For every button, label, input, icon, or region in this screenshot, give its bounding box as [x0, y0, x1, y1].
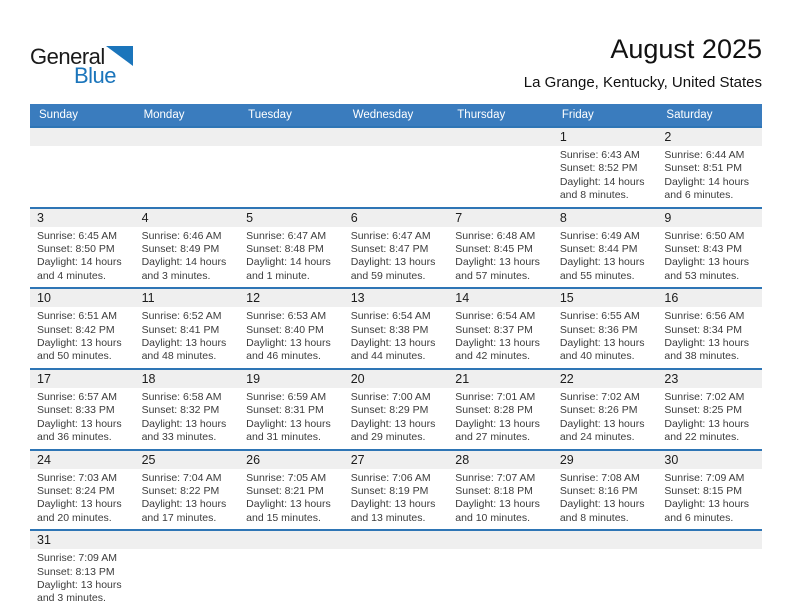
day-detail-line: Daylight: 13 hours — [246, 337, 331, 350]
day-detail-line: Sunrise: 7:05 AM — [246, 471, 327, 484]
day-detail-line: Daylight: 13 hours — [559, 417, 645, 430]
day-number — [239, 128, 344, 146]
day-detail-line: Sunrise: 6:46 AM — [141, 229, 222, 242]
day-detail-line: Daylight: 14 hours — [664, 175, 750, 188]
day-detail-line: Sunrise: 6:52 AM — [141, 310, 222, 323]
calendar-day-cell — [344, 370, 449, 449]
day-detail-line: Sunset: 8:42 PM — [37, 323, 115, 336]
day-details — [344, 146, 449, 153]
day-detail-line: Sunset: 8:43 PM — [664, 243, 743, 256]
day-number: 31 — [30, 531, 135, 549]
day-detail-line: Sunrise: 6:47 AM — [350, 229, 431, 242]
week-row — [30, 449, 762, 530]
day-number — [135, 531, 240, 549]
day-detail-line: and 1 minute. — [246, 269, 310, 282]
day-detail-line: Sunrise: 7:07 AM — [455, 471, 536, 484]
day-detail-line: and 59 minutes. — [350, 269, 426, 282]
calendar-empty-cell — [553, 531, 658, 612]
calendar-day-cell — [239, 451, 344, 530]
day-detail-line: Daylight: 13 hours — [664, 498, 750, 511]
calendar-day-cell — [657, 451, 762, 530]
weekday-sunday: Sunday — [39, 109, 79, 121]
title-block — [524, 34, 762, 91]
day-detail-line: Sunrise: 7:02 AM — [559, 390, 640, 403]
day-number: 25 — [135, 451, 240, 469]
day-detail-line: and 13 minutes. — [350, 511, 426, 524]
day-detail-line: and 40 minutes. — [559, 350, 635, 363]
day-number: 4 — [135, 209, 240, 227]
day-detail-line: Sunrise: 6:54 AM — [455, 310, 536, 323]
day-detail-line: Sunset: 8:25 PM — [664, 404, 743, 417]
day-detail-line: and 42 minutes. — [455, 350, 530, 363]
day-detail-line: Sunrise: 6:53 AM — [246, 310, 327, 323]
day-details — [135, 388, 240, 449]
day-details — [344, 227, 449, 288]
weekday-tuesday: Tuesday — [248, 109, 292, 121]
day-detail-line: Daylight: 13 hours — [37, 578, 122, 591]
logo-text-blue: Blue — [74, 63, 117, 88]
day-detail-line: Sunset: 8:45 PM — [455, 243, 533, 256]
calendar-day-cell — [448, 370, 553, 449]
day-details — [448, 146, 553, 153]
day-detail-line: Daylight: 13 hours — [246, 417, 331, 430]
logo-text-general: General — [30, 44, 105, 69]
calendar-empty-cell — [448, 531, 553, 612]
day-detail-line: Sunrise: 7:04 AM — [141, 471, 222, 484]
day-details — [239, 549, 344, 556]
day-details — [239, 227, 344, 288]
day-detail-line: Daylight: 14 hours — [37, 256, 122, 269]
day-details — [344, 549, 449, 556]
day-detail-line: and 17 minutes. — [141, 511, 217, 524]
calendar-day-cell — [553, 128, 658, 207]
day-number: 12 — [239, 289, 344, 307]
calendar-day-cell — [30, 209, 135, 288]
day-number: 2 — [657, 128, 762, 146]
calendar-day-cell — [448, 289, 553, 368]
day-detail-line: Daylight: 14 hours — [141, 256, 227, 269]
day-details — [239, 307, 344, 368]
day-details — [30, 388, 135, 449]
day-detail-line: Sunset: 8:47 PM — [350, 243, 429, 256]
day-details — [448, 469, 553, 530]
day-number: 3 — [30, 209, 135, 227]
day-detail-line: and 55 minutes. — [559, 269, 635, 282]
day-details — [448, 549, 553, 556]
weekday-friday: Friday — [561, 109, 594, 121]
day-details — [30, 549, 135, 610]
day-detail-line: and 8 minutes. — [559, 189, 629, 202]
day-detail-line: Sunset: 8:36 PM — [559, 323, 638, 336]
day-detail-line: Sunrise: 7:08 AM — [559, 471, 640, 484]
day-detail-line: Daylight: 13 hours — [350, 256, 436, 269]
day-details — [657, 469, 762, 530]
day-detail-line: and 3 minutes. — [37, 592, 106, 605]
day-number: 17 — [30, 370, 135, 388]
day-number: 18 — [135, 370, 240, 388]
calendar-day-cell — [135, 370, 240, 449]
day-detail-line: and 10 minutes. — [455, 511, 530, 524]
day-number — [239, 531, 344, 549]
day-detail-line: Daylight: 13 hours — [350, 417, 436, 430]
day-detail-line: Sunrise: 6:43 AM — [559, 149, 640, 161]
day-detail-line: Daylight: 13 hours — [455, 337, 540, 350]
weekday-monday: Monday — [143, 109, 185, 121]
day-detail-line: Sunset: 8:28 PM — [455, 404, 533, 417]
day-detail-line: Daylight: 13 hours — [246, 498, 331, 511]
day-detail-line: Sunset: 8:31 PM — [246, 404, 324, 417]
week-row — [30, 529, 762, 612]
day-detail-line: Sunset: 8:48 PM — [246, 243, 324, 256]
day-number — [448, 531, 553, 549]
day-detail-line: and 3 minutes. — [141, 269, 211, 282]
day-detail-line: Daylight: 13 hours — [37, 417, 122, 430]
day-details — [135, 146, 240, 153]
logo-flag-icon — [106, 46, 133, 66]
calendar-day-cell — [135, 289, 240, 368]
day-number: 20 — [344, 370, 449, 388]
day-detail-line: Sunset: 8:24 PM — [37, 484, 115, 497]
day-number — [448, 128, 553, 146]
calendar-day-cell — [239, 370, 344, 449]
weekday-saturday: Saturday — [666, 109, 713, 121]
day-detail-line: Sunset: 8:41 PM — [141, 323, 220, 336]
calendar-day-cell — [657, 209, 762, 288]
day-details — [344, 469, 449, 530]
calendar-day-cell — [239, 289, 344, 368]
day-detail-line: Sunset: 8:52 PM — [559, 162, 638, 175]
day-details — [553, 227, 658, 288]
day-number: 29 — [553, 451, 658, 469]
day-detail-line: Daylight: 13 hours — [350, 498, 436, 511]
calendar-day-cell — [239, 209, 344, 288]
calendar-day-cell — [657, 289, 762, 368]
calendar-empty-cell — [239, 128, 344, 207]
day-detail-line: Sunrise: 6:51 AM — [37, 310, 117, 323]
day-detail-line: Sunset: 8:34 PM — [664, 323, 743, 336]
day-detail-line: Sunrise: 6:48 AM — [455, 229, 536, 242]
day-detail-line: and 48 minutes. — [141, 350, 217, 363]
day-number — [553, 531, 658, 549]
day-number: 9 — [657, 209, 762, 227]
day-number: 13 — [344, 289, 449, 307]
day-number: 14 — [448, 289, 553, 307]
day-detail-line: Sunset: 8:16 PM — [559, 484, 638, 497]
day-details — [448, 307, 553, 368]
day-detail-line: and 46 minutes. — [246, 350, 321, 363]
day-number: 8 — [553, 209, 658, 227]
day-number: 5 — [239, 209, 344, 227]
day-number: 26 — [239, 451, 344, 469]
calendar-empty-cell — [344, 128, 449, 207]
day-detail-line: and 22 minutes. — [664, 431, 740, 444]
day-detail-line: and 31 minutes. — [246, 431, 321, 444]
day-detail-line: Sunset: 8:22 PM — [141, 484, 220, 497]
day-number: 22 — [553, 370, 658, 388]
day-detail-line: Sunset: 8:51 PM — [664, 162, 743, 175]
day-number: 21 — [448, 370, 553, 388]
day-detail-line: Sunrise: 6:45 AM — [37, 229, 117, 242]
day-number: 19 — [239, 370, 344, 388]
day-detail-line: Daylight: 13 hours — [37, 337, 122, 350]
day-detail-line: and 57 minutes. — [455, 269, 530, 282]
day-details — [239, 469, 344, 530]
day-details — [657, 388, 762, 449]
day-detail-line: and 29 minutes. — [350, 431, 426, 444]
day-detail-line: and 44 minutes. — [350, 350, 426, 363]
calendar-day-cell — [553, 209, 658, 288]
calendar-empty-cell — [448, 128, 553, 207]
day-details — [657, 307, 762, 368]
day-detail-line: Daylight: 13 hours — [664, 417, 750, 430]
day-details — [239, 146, 344, 153]
calendar — [30, 104, 762, 612]
day-details — [30, 469, 135, 530]
calendar-empty-cell — [30, 128, 135, 207]
week-row — [30, 287, 762, 368]
day-number: 7 — [448, 209, 553, 227]
day-detail-line: Sunrise: 7:01 AM — [455, 390, 536, 403]
calendar-day-cell — [135, 209, 240, 288]
day-detail-line: Daylight: 13 hours — [455, 498, 540, 511]
day-details — [30, 146, 135, 153]
day-detail-line: Sunset: 8:49 PM — [141, 243, 220, 256]
day-detail-line: and 38 minutes. — [664, 350, 740, 363]
day-detail-line: and 36 minutes. — [37, 431, 112, 444]
day-number: 1 — [553, 128, 658, 146]
day-detail-line: Daylight: 13 hours — [664, 337, 750, 350]
day-number — [135, 128, 240, 146]
day-detail-line: Daylight: 13 hours — [664, 256, 750, 269]
day-details — [553, 469, 658, 530]
day-number: 16 — [657, 289, 762, 307]
day-detail-line: Sunset: 8:38 PM — [350, 323, 429, 336]
logo-word-general — [30, 44, 105, 70]
day-number: 6 — [344, 209, 449, 227]
day-number — [344, 531, 449, 549]
day-number: 30 — [657, 451, 762, 469]
calendar-empty-cell — [135, 531, 240, 612]
day-detail-line: Daylight: 13 hours — [141, 337, 227, 350]
day-details — [553, 549, 658, 556]
day-details — [448, 227, 553, 288]
calendar-empty-cell — [657, 531, 762, 612]
day-detail-line: Daylight: 14 hours — [559, 175, 645, 188]
day-detail-line: and 24 minutes. — [559, 431, 635, 444]
day-details — [657, 146, 762, 207]
day-detail-line: and 8 minutes. — [559, 511, 629, 524]
calendar-day-cell — [553, 289, 658, 368]
day-detail-line: Daylight: 13 hours — [37, 498, 122, 511]
day-number: 28 — [448, 451, 553, 469]
calendar-empty-cell — [135, 128, 240, 207]
day-detail-line: and 15 minutes. — [246, 511, 321, 524]
day-details — [344, 388, 449, 449]
day-detail-line: Sunrise: 7:09 AM — [664, 471, 745, 484]
day-details — [553, 307, 658, 368]
day-details — [135, 227, 240, 288]
day-detail-line: and 20 minutes. — [37, 511, 112, 524]
day-number: 23 — [657, 370, 762, 388]
day-number: 24 — [30, 451, 135, 469]
calendar-day-cell — [30, 289, 135, 368]
day-detail-line: Sunset: 8:26 PM — [559, 404, 638, 417]
day-detail-line: and 53 minutes. — [664, 269, 740, 282]
day-details — [657, 549, 762, 556]
day-detail-line: Daylight: 13 hours — [350, 337, 436, 350]
calendar-empty-cell — [239, 531, 344, 612]
week-row — [30, 368, 762, 449]
day-detail-line: Sunset: 8:21 PM — [246, 484, 324, 497]
day-details — [239, 388, 344, 449]
day-detail-line: Daylight: 13 hours — [455, 256, 540, 269]
day-detail-line: Daylight: 13 hours — [141, 417, 227, 430]
day-detail-line: Daylight: 13 hours — [455, 417, 540, 430]
day-number — [657, 531, 762, 549]
week-row — [30, 126, 762, 207]
day-detail-line: Sunrise: 7:09 AM — [37, 552, 117, 565]
day-details — [30, 307, 135, 368]
day-details — [135, 307, 240, 368]
day-detail-line: Sunset: 8:37 PM — [455, 323, 533, 336]
day-detail-line: Daylight: 13 hours — [559, 256, 645, 269]
general-blue-logo — [30, 44, 150, 89]
calendar-day-cell — [448, 451, 553, 530]
day-detail-line: Sunrise: 6:58 AM — [141, 390, 222, 403]
day-detail-line: Sunset: 8:50 PM — [37, 243, 115, 256]
day-detail-line: Sunrise: 6:50 AM — [664, 229, 745, 242]
day-detail-line: Sunrise: 6:57 AM — [37, 390, 117, 403]
day-detail-line: and 6 minutes. — [664, 511, 734, 524]
day-detail-line: and 33 minutes. — [141, 431, 217, 444]
day-details — [30, 227, 135, 288]
day-details — [448, 388, 553, 449]
day-detail-line: Daylight: 13 hours — [559, 498, 645, 511]
day-number: 10 — [30, 289, 135, 307]
calendar-day-cell — [657, 128, 762, 207]
day-number: 11 — [135, 289, 240, 307]
day-detail-line: Daylight: 13 hours — [559, 337, 645, 350]
calendar-day-cell — [344, 289, 449, 368]
day-number: 15 — [553, 289, 658, 307]
day-detail-line: Sunrise: 7:00 AM — [350, 390, 431, 403]
week-row — [30, 207, 762, 288]
day-detail-line: Sunrise: 6:59 AM — [246, 390, 327, 403]
weekday-wednesday: Wednesday — [352, 109, 414, 121]
day-detail-line: Sunset: 8:33 PM — [37, 404, 115, 417]
day-detail-line: Sunset: 8:18 PM — [455, 484, 533, 497]
day-detail-line: Sunset: 8:19 PM — [350, 484, 429, 497]
day-detail-line: and 27 minutes. — [455, 431, 530, 444]
day-detail-line: Sunrise: 6:47 AM — [246, 229, 327, 242]
day-detail-line: and 50 minutes. — [37, 350, 112, 363]
day-detail-line: Sunset: 8:44 PM — [559, 243, 638, 256]
day-detail-line: Sunset: 8:40 PM — [246, 323, 324, 336]
calendar-day-cell — [30, 531, 135, 612]
day-details — [657, 227, 762, 288]
calendar-day-cell — [30, 370, 135, 449]
calendar-day-cell — [448, 209, 553, 288]
calendar-day-cell — [135, 451, 240, 530]
day-detail-line: Sunrise: 6:55 AM — [559, 310, 640, 323]
day-detail-line: and 4 minutes. — [37, 269, 106, 282]
day-detail-line: Sunrise: 7:06 AM — [350, 471, 431, 484]
day-detail-line: Sunrise: 6:44 AM — [664, 149, 745, 161]
day-details — [135, 469, 240, 530]
calendar-weeks — [30, 126, 762, 612]
day-detail-line: Daylight: 13 hours — [141, 498, 227, 511]
day-detail-line: Sunset: 8:29 PM — [350, 404, 429, 417]
day-details — [344, 307, 449, 368]
weekday-thursday: Thursday — [457, 109, 506, 121]
day-detail-line: Sunset: 8:32 PM — [141, 404, 220, 417]
day-detail-line: Sunrise: 7:02 AM — [664, 390, 745, 403]
day-number: 27 — [344, 451, 449, 469]
day-detail-line: Sunset: 8:15 PM — [664, 484, 743, 497]
day-number — [344, 128, 449, 146]
day-detail-line: and 6 minutes. — [664, 189, 734, 202]
calendar-empty-cell — [344, 531, 449, 612]
day-details — [553, 146, 658, 207]
day-detail-line: Sunset: 8:13 PM — [37, 565, 115, 578]
calendar-day-cell — [553, 370, 658, 449]
page-subtitle: La Grange, Kentucky, United States — [523, 74, 762, 91]
calendar-day-cell — [344, 209, 449, 288]
calendar-day-cell — [553, 451, 658, 530]
page-title: August 2025 — [610, 34, 762, 64]
day-number — [30, 128, 135, 146]
calendar-day-cell — [344, 451, 449, 530]
day-detail-line: Sunrise: 7:03 AM — [37, 471, 117, 484]
day-detail-line: Sunrise: 6:54 AM — [350, 310, 431, 323]
day-detail-line: Sunrise: 6:49 AM — [559, 229, 640, 242]
weekday-header-row — [30, 104, 762, 126]
day-details — [553, 388, 658, 449]
calendar-day-cell — [657, 370, 762, 449]
day-detail-line: Sunrise: 6:56 AM — [664, 310, 745, 323]
calendar-day-cell — [30, 451, 135, 530]
day-detail-line: Daylight: 14 hours — [246, 256, 331, 269]
day-details — [135, 549, 240, 556]
